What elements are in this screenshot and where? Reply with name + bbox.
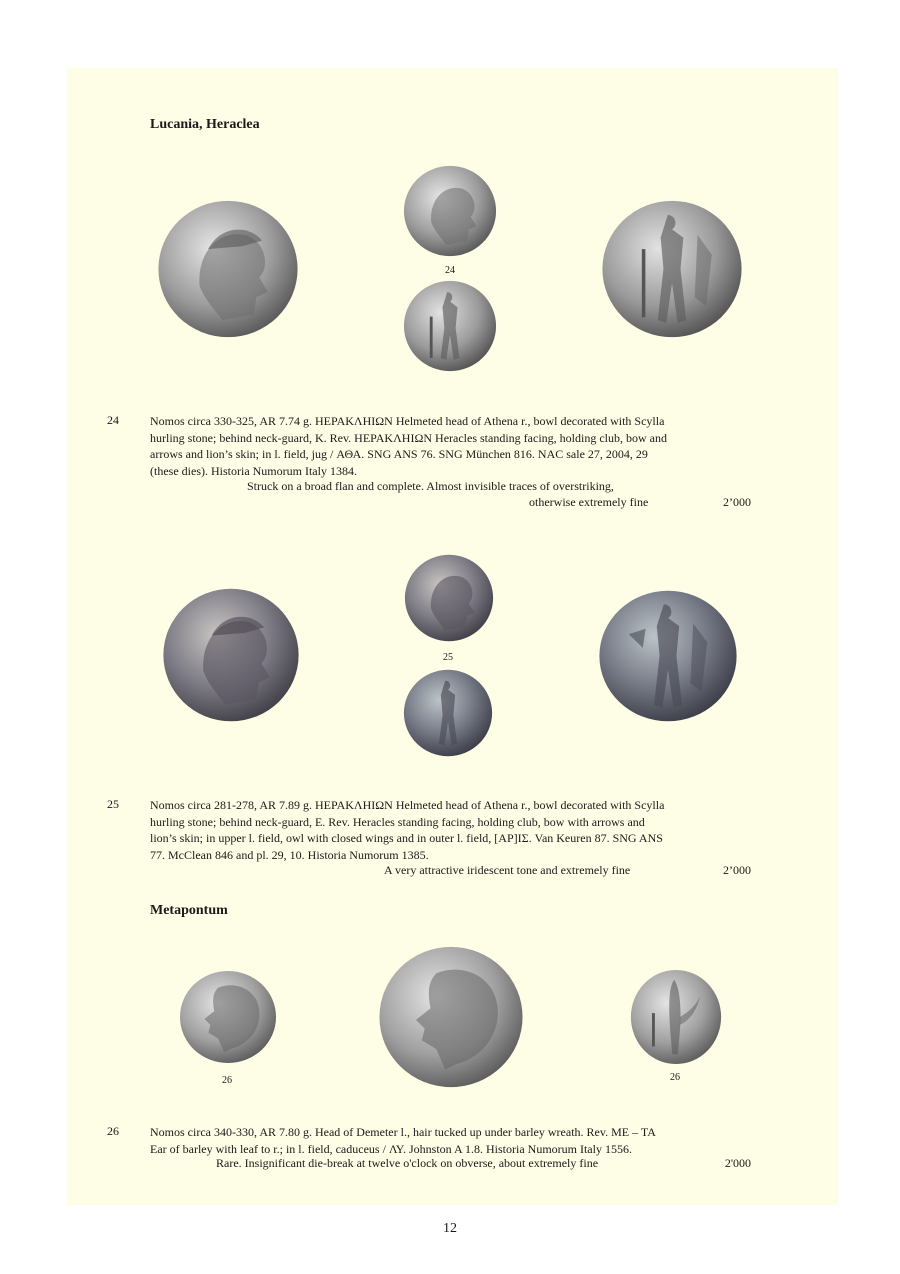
- lot25-obverse-large-coin: [162, 586, 300, 724]
- lot25-reverse-small-coin: [403, 668, 493, 758]
- athena-head-coin-icon: [403, 164, 497, 258]
- section-heading-lucania: Lucania, Heracleа: [150, 117, 260, 132]
- lot24-description: [150, 413, 751, 479]
- lot24-obverse-large-coin: [157, 198, 299, 340]
- lot25-description-line: hurling stone; behind neck-guard, E. Rev. Heracles standing facing, holding club, bow with arrows and: [150, 814, 645, 829]
- lot24-plate-label: 24: [445, 265, 455, 276]
- lot26-description-line: Nomos circa 340-330, AR 7.80 g. Head of Demeter l., hair tucked up under barley wreath. Rev. ΜΕ – ΤΑ: [150, 1125, 656, 1139]
- lot25-condition: A very attractive iridescent tone and extremely fine: [384, 863, 631, 877]
- lot-number-24: 24: [107, 413, 119, 427]
- heracles-standing-coin-icon: [598, 588, 738, 724]
- lot24-condition-line1: Struck on a broad flan and complete. Almost invisible traces of overstriking,: [247, 479, 614, 493]
- lot25-plate-label: 25: [443, 652, 453, 663]
- lot26-reverse-coin: [629, 968, 723, 1066]
- lot24-estimate-price: 2’000: [723, 495, 751, 509]
- heracles-standing-coin-icon: [403, 279, 497, 373]
- athena-head-coin-icon: [404, 553, 494, 643]
- heracles-standing-coin-icon: [601, 198, 743, 340]
- section-heading-metapontum: Metapontum: [150, 903, 228, 918]
- lot24-description-line: hurling stone; behind neck-guard, K. Rev. ΗΕΡΑΚΛΗΙΩΝ Heracles standing facing, holding club, bow and: [150, 430, 667, 445]
- lot25-description-line: Nomos circa 281-278, AR 7.89 g. ΗΕΡΑΚΛΗΙΩΝ Helmeted head of Athena r., bowl decorated with Scylla: [150, 798, 665, 812]
- lot25-description: [150, 797, 751, 863]
- lot26-plate-label-left: 26: [222, 1075, 232, 1086]
- lot24-reverse-small-coin: [403, 279, 497, 373]
- lot26-obverse-large-coin: [378, 944, 524, 1090]
- heracles-standing-coin-icon: [403, 668, 493, 758]
- page-number: 12: [443, 1221, 457, 1236]
- lot25-description-line: lion’s skin; in upper l. field, owl with closed wings and in outer l. field, [ΑΡ]ΙΣ. Van Keuren 87. SNG ANS: [150, 831, 663, 845]
- demeter-head-coin-icon: [179, 968, 277, 1066]
- demeter-head-coin-icon: [378, 944, 524, 1090]
- lot26-condition: Rare. Insignificant die-break at twelve o'clock on obverse, about extremely fine: [216, 1156, 599, 1170]
- lot25-estimate-price: 2’000: [723, 863, 751, 877]
- lot26-obverse-small-coin: [179, 968, 277, 1066]
- lot25-reverse-large-coin: [598, 588, 738, 724]
- lot25-description-line: 77. McClean 846 and pl. 29, 10. Historia Numorum 1385.: [150, 847, 429, 862]
- lot24-obverse-small-coin: [403, 164, 497, 258]
- lot26-plate-label-right: 26: [670, 1072, 680, 1083]
- lot26-description-line: Ear of barley with leaf to r.; in l. field, caduceus / ΛΥ. Johnston A 1.8. Historia Numorum Italy 1556.: [150, 1141, 632, 1156]
- lot26-estimate-price: 2'000: [724, 1156, 751, 1170]
- lot-number-26: 26: [107, 1124, 119, 1138]
- lot24-description-line: arrows and lion’s skin; in l. field, jug / ΑΘΑ. SNG ANS 76. SNG München 816. NAC sale 27, 2004, 29: [150, 447, 648, 461]
- athena-head-coin-icon: [162, 586, 300, 724]
- lot24-reverse-large-coin: [601, 198, 743, 340]
- athena-head-coin-icon: [157, 198, 299, 340]
- barley-ear-coin-icon: [629, 968, 723, 1066]
- lot25-obverse-small-coin: [404, 553, 494, 643]
- lot24-description-line: (these dies). Historia Numorum Italy 1384.: [150, 463, 357, 478]
- lot24-condition-line2: otherwise extremely fine: [529, 495, 649, 509]
- lot26-description: [150, 1124, 751, 1157]
- lot-number-25: 25: [107, 797, 119, 811]
- lot24-description-line: Nomos circa 330-325, AR 7.74 g. ΗΕΡΑΚΛΗΙΩΝ Helmeted head of Athena r., bowl decorated with Scylla: [150, 414, 665, 428]
